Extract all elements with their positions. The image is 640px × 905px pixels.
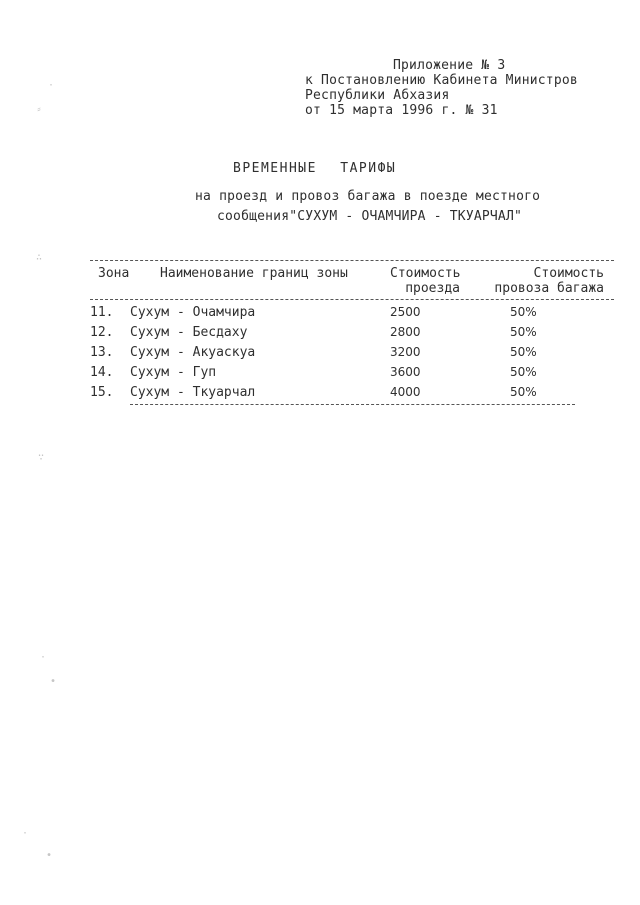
table-header-rule: [90, 299, 614, 300]
row-zone: 13.: [90, 345, 114, 360]
header-baggage-line-2: провоза багажа: [494, 281, 604, 296]
appendix-number: Приложение № 3: [393, 58, 506, 73]
subtitle-line-1: на проезд и провоз багажа в поезде местного: [195, 189, 541, 204]
row-fare: 2800: [390, 325, 421, 339]
header-zone-name: Наименование границ зоны: [160, 266, 348, 281]
appendix-block: [305, 58, 578, 118]
scan-speck: ∴: [36, 252, 43, 263]
header-fare: [390, 266, 460, 296]
row-baggage: 50%: [510, 345, 537, 359]
row-name: Сухум - Акуаскуа: [130, 345, 256, 360]
header-zone: Зона: [98, 266, 130, 281]
subtitle-line-2: сообщения"СУХУМ - ОЧАМЧИРА - ТКУАРЧАЛ": [217, 209, 523, 224]
table-bottom-rule: [130, 404, 575, 405]
row-baggage: 50%: [510, 305, 537, 319]
header-fare-line-2: проезда: [405, 281, 460, 296]
scan-speck: ∙: [50, 676, 57, 687]
appendix-date: от 15 марта 1996 г. № 31: [305, 103, 498, 118]
row-baggage: 50%: [510, 325, 537, 339]
appendix-resolution: к Постановлению Кабинета Министров: [305, 73, 578, 88]
document-title: ВРЕМЕННЫЕ ТАРИФЫ: [233, 161, 397, 176]
row-zone: 14.: [90, 365, 114, 380]
scan-speck: ·: [40, 652, 47, 663]
row-zone: 15.: [90, 385, 114, 400]
row-fare: 2500: [390, 305, 421, 319]
row-zone: 12.: [90, 325, 114, 340]
appendix-republic: Республики Абхазия: [305, 88, 450, 103]
row-name: Сухум - Гуп: [130, 365, 217, 380]
scan-speck: ∙: [46, 850, 53, 861]
scan-speck: ·: [22, 828, 29, 839]
scan-speck: ⸗: [36, 104, 43, 115]
header-baggage: [488, 266, 604, 296]
document-subtitle: [195, 187, 540, 227]
row-baggage: 50%: [510, 385, 537, 399]
header-fare-line-1: Стоимость: [390, 266, 461, 281]
row-name: Сухум - Бесдаху: [130, 325, 248, 340]
row-fare: 4000: [390, 385, 421, 399]
row-zone: 11.: [90, 305, 114, 320]
row-name: Сухум - Очамчира: [130, 305, 256, 320]
row-baggage: 50%: [510, 365, 537, 379]
scan-speck: ∵: [38, 452, 45, 463]
row-fare: 3200: [390, 345, 421, 359]
row-name: Сухум - Ткуарчал: [130, 385, 256, 400]
table-top-rule: [90, 260, 614, 261]
scan-speck: ·: [48, 80, 55, 91]
row-fare: 3600: [390, 365, 421, 379]
header-baggage-line-1: Стоимость: [533, 266, 604, 281]
